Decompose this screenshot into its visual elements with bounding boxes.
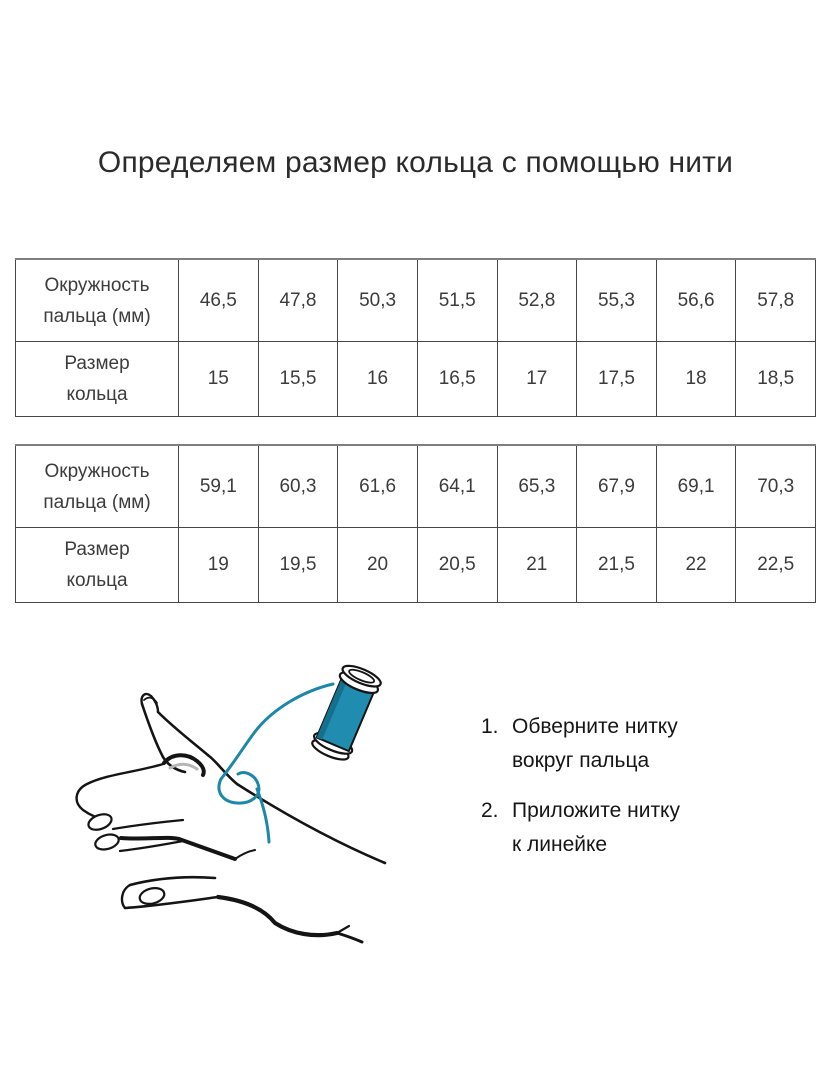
circumference-value-cell: 69,1 bbox=[656, 445, 736, 528]
instruction-text bbox=[512, 794, 811, 862]
ring-size-value-cell: 19 bbox=[179, 528, 259, 603]
ring-finger-underside bbox=[120, 841, 183, 851]
thread-loop bbox=[219, 773, 259, 803]
ring-size-value-cell: 19,5 bbox=[258, 528, 338, 603]
ring-size-value-cell: 15,5 bbox=[258, 342, 338, 417]
wrist-fork-upper bbox=[337, 926, 349, 933]
thumb-top-edge bbox=[130, 877, 215, 885]
circumference-value-cell: 51,5 bbox=[417, 259, 497, 342]
circumference-value-cell: 65,3 bbox=[497, 445, 577, 528]
spool-icon bbox=[309, 662, 383, 764]
ring-size-value-cell: 17 bbox=[497, 342, 577, 417]
circumference-value-cell: 46,5 bbox=[179, 259, 259, 342]
table-row bbox=[16, 259, 816, 342]
ring-size-row-label: Размер кольца bbox=[16, 528, 179, 603]
circumference-value-cell: 56,6 bbox=[656, 259, 736, 342]
ring-size-value-cell: 20,5 bbox=[417, 528, 497, 603]
ring-size-value-cell: 22 bbox=[656, 528, 736, 603]
ring-size-value-cell: 21 bbox=[497, 528, 577, 603]
thread-path bbox=[221, 684, 333, 779]
ring-size-value-cell: 16,5 bbox=[417, 342, 497, 417]
wrist-fork-lower bbox=[337, 933, 362, 942]
ring-size-table bbox=[15, 258, 816, 417]
circumference-value-cell: 52,8 bbox=[497, 259, 577, 342]
instruction-text bbox=[512, 710, 811, 778]
circumference-value-cell: 70,3 bbox=[736, 445, 816, 528]
circumference-value-cell: 61,6 bbox=[338, 445, 418, 528]
middle-finger-outline bbox=[77, 764, 163, 819]
circumference-value-cell: 55,3 bbox=[577, 259, 657, 342]
ring-size-table-1 bbox=[15, 258, 816, 417]
instruction-line: Приложите нитку bbox=[512, 799, 680, 822]
ring-size-value-cell: 22,5 bbox=[736, 528, 816, 603]
circumference-row-label: Окружность пальца (мм) bbox=[16, 259, 179, 342]
page-title: Определяем размер кольца с помощью нити bbox=[97, 146, 734, 179]
instruction-line: Обверните нитку bbox=[512, 715, 678, 738]
ring-size-value-cell: 17,5 bbox=[577, 342, 657, 417]
palm-fold-tick bbox=[235, 850, 255, 859]
circumference-value-cell: 47,8 bbox=[258, 259, 338, 342]
ring-fingernail-icon bbox=[94, 832, 121, 852]
middle-finger-underside bbox=[113, 820, 183, 829]
instruction-number: 1. bbox=[481, 715, 499, 738]
circumference-value-cell: 67,9 bbox=[577, 445, 657, 528]
instruction-item bbox=[481, 794, 811, 862]
ring-size-value-cell: 15 bbox=[179, 342, 259, 417]
instruction-line: вокруг пальца bbox=[512, 749, 650, 772]
ring-size-value-cell: 20 bbox=[338, 528, 418, 603]
circumference-value-cell: 50,3 bbox=[338, 259, 418, 342]
circumference-value-cell: 60,3 bbox=[258, 445, 338, 528]
table-row bbox=[16, 528, 816, 603]
ring-size-table bbox=[15, 444, 816, 603]
table-row bbox=[16, 342, 816, 417]
instruction-number: 2. bbox=[481, 799, 499, 822]
ring-size-table-2 bbox=[15, 444, 816, 603]
thumb-tip bbox=[122, 885, 130, 908]
ring-size-value-cell: 18 bbox=[656, 342, 736, 417]
ring-size-value-cell: 18,5 bbox=[736, 342, 816, 417]
circumference-row-label: Окружность пальца (мм) bbox=[16, 445, 179, 528]
ring-size-row-label: Размер кольца bbox=[16, 342, 179, 417]
table-row bbox=[16, 445, 816, 528]
thread-tail bbox=[257, 789, 269, 842]
instructions-list bbox=[481, 710, 811, 878]
ring-size-value-cell: 16 bbox=[338, 342, 418, 417]
hand-bottom-contour-bold bbox=[218, 897, 337, 935]
instruction-item bbox=[481, 710, 811, 778]
thread-group bbox=[219, 684, 333, 842]
circumference-value-cell: 59,1 bbox=[179, 445, 259, 528]
circumference-value-cell: 64,1 bbox=[417, 445, 497, 528]
circumference-value-cell: 57,8 bbox=[736, 259, 816, 342]
ring-size-value-cell: 21,5 bbox=[577, 528, 657, 603]
instruction-line: к линейке bbox=[512, 833, 608, 856]
hand-illustration bbox=[57, 642, 477, 962]
